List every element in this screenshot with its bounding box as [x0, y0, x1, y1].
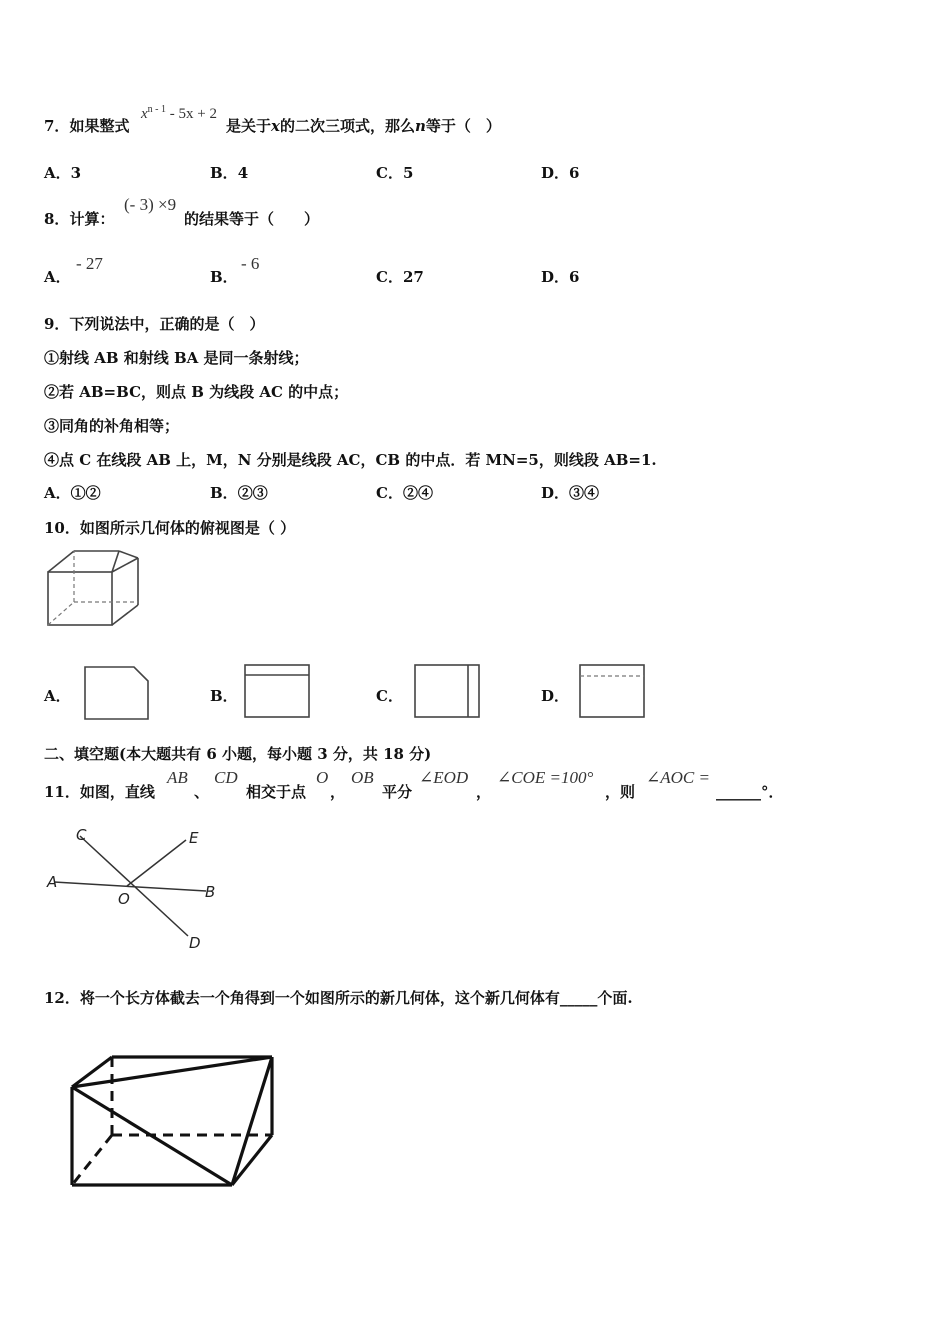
q9-statement-1: ①射线 AB 和射线 BA 是同一条射线；: [44, 349, 309, 367]
question-8-stem-rest: 的结果等于（ ）: [184, 210, 320, 228]
q11-line-ab: AB: [167, 768, 188, 787]
q11-comma-2: ，: [476, 783, 492, 801]
question-8-stem: 8．计算：: [44, 210, 115, 228]
q11-figure: [44, 822, 234, 954]
q12-figure: [64, 1045, 280, 1193]
q11-separator: 、: [194, 783, 210, 801]
q9-option-a[interactable]: A．①②: [44, 484, 101, 502]
question-11-stem-start: 11．如图，直线: [44, 783, 155, 801]
q10-solid-figure: [44, 545, 144, 630]
q11-line-cd: CD: [214, 768, 238, 787]
q10-option-a-figure[interactable]: [84, 666, 150, 720]
question-8-expression: (- 3) ×9: [124, 195, 177, 214]
q9-statement-3: ③同角的补角相等；: [44, 417, 180, 435]
q7-option-b[interactable]: B．4: [210, 164, 249, 182]
q11-ray-ob: OB: [351, 768, 374, 787]
q11-angle-coe: ∠COE =100°: [497, 768, 594, 787]
q10-option-d-figure[interactable]: [579, 664, 651, 718]
q9-statement-4: ④点 C 在线段 AB 上，M，N 分别是线段 AC，CB 的中点．若 MN=5，则线段 AB=1.: [44, 451, 657, 469]
q10-option-c-figure[interactable]: [414, 664, 482, 718]
q9-option-c[interactable]: C．②④: [376, 484, 433, 502]
question-7-stem-rest: 是关于x的二次三项式，那么n等于（ ）: [226, 117, 501, 135]
q11-bisect-text: 平分: [382, 783, 413, 801]
q9-option-b[interactable]: B．②③: [210, 484, 268, 502]
question-7-stem: 7．如果整式: [44, 117, 130, 135]
fig-label-o: O: [118, 890, 130, 908]
q8-option-a-value: - 27: [76, 254, 103, 273]
q8-option-b-value: - 6: [241, 254, 260, 273]
q9-option-d[interactable]: D．③④: [541, 484, 600, 502]
q11-answer-blank[interactable]: ______°．: [716, 783, 784, 801]
fig-label-a: A: [47, 873, 58, 891]
q8-option-a[interactable]: A．: [44, 268, 71, 286]
q10-option-b-figure[interactable]: [244, 664, 310, 718]
fig-label-d: D: [189, 934, 201, 952]
question-12-stem: 12．将一个长方体截去一个角得到一个如图所示的新几何体，这个新几何体有_____个面.: [44, 989, 633, 1007]
q11-angle-eod: ∠EOD: [419, 768, 469, 787]
q8-option-d[interactable]: D．6: [541, 268, 580, 286]
question-10-stem: 10．如图所示几何体的俯视图是（ ）: [44, 519, 296, 537]
section-2-title: 二、填空题(本大题共有 6 小题，每小题 3 分，共 18 分): [44, 745, 432, 763]
q7-option-d[interactable]: D．6: [541, 164, 580, 182]
q10-option-d[interactable]: D．: [541, 687, 570, 705]
q11-then-text: ，则: [605, 783, 636, 801]
fig-label-e: E: [189, 829, 199, 847]
q11-intersect-text: 相交于点: [246, 783, 307, 801]
question-7-expression: $x^{n - 1} - 5x + 2$: [141, 104, 217, 122]
q8-option-c[interactable]: C．27: [376, 268, 424, 286]
fig-label-b: B: [205, 883, 216, 901]
q7-option-c[interactable]: C．5: [376, 164, 414, 182]
q10-option-b[interactable]: B．: [210, 687, 238, 705]
fig-label-c: C: [76, 826, 87, 844]
q11-angle-aoc: ∠AOC =: [646, 768, 710, 787]
q10-option-c[interactable]: C．: [376, 687, 403, 705]
q8-option-b[interactable]: B．: [210, 268, 238, 286]
q9-statement-2: ②若 AB=BC，则点 B 为线段 AC 的中点；: [44, 383, 349, 401]
q11-point-o: O: [316, 768, 329, 787]
question-9-stem: 9．下列说法中，正确的是（ ）: [44, 315, 265, 333]
q7-option-a[interactable]: A．3: [44, 164, 82, 182]
q10-option-a[interactable]: A．: [44, 687, 71, 705]
q11-comma-1: ，: [330, 783, 346, 801]
